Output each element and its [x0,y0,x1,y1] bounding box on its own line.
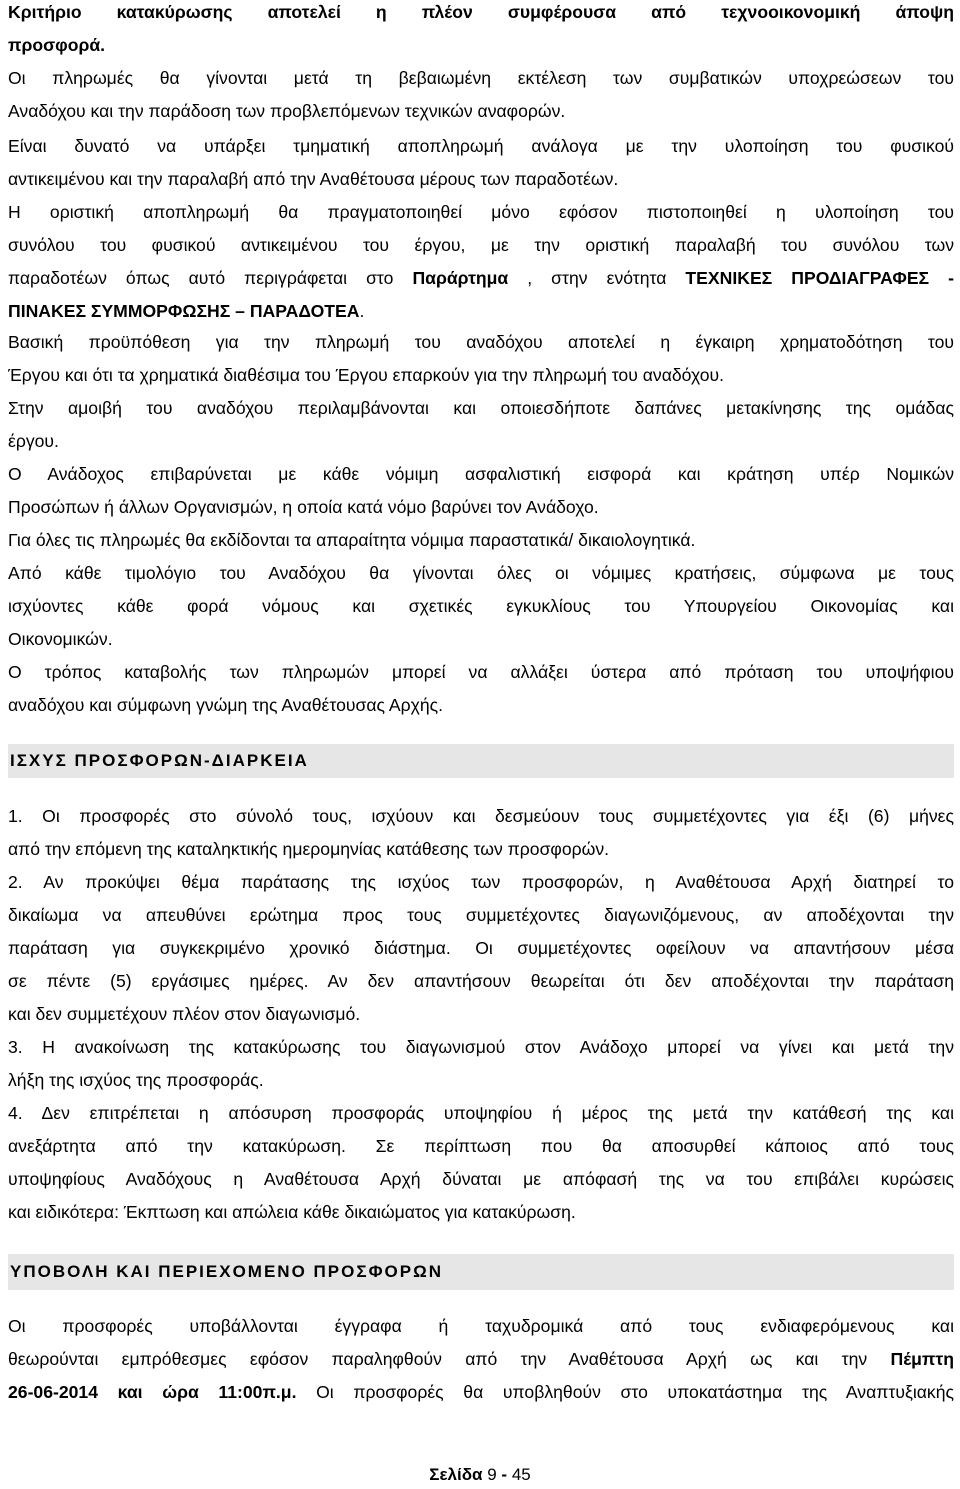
text-line: Οι πληρωμές θα γίνονται μετά τη βεβαιωμένη εκτέλεση των συμβατικών υποχρεώσεων του [8,68,954,88]
text-line: αντικειμένου και την παραλαβή από την Αναθέτουσα μέρους των παραδοτέων. [8,169,619,189]
list-item-line: 1. Οι προσφορές στο σύνολό τους, ισχύουν και δεσμεύουν τους συμμετέχοντες για έξι (6) μήνες [8,806,954,826]
text-line: Οικονομικών. [8,629,113,649]
partial-payment-paragraph [8,130,954,196]
page-footer [0,1465,960,1485]
list-item-line: σε πέντε (5) εργάσιμες ημέρες. Αν δεν απαντήσουν θεωρείται ότι δεν αποδέχονται την παράταση [8,971,954,991]
text-line: Προσώπων ή άλλων Οργανισμών, η οποία κατά νόμο βαρύνει τον Ανάδοχο. [8,497,599,517]
payments-paragraph [8,62,954,128]
page-number: 9 [487,1465,497,1484]
text-line: έργου. [8,431,59,451]
list-item-line: παράταση για συγκεκριμένο χρονικό διάστημα. Οι συμμετέχοντες οφείλουν να απαντήσουν μέσα [8,938,954,958]
list-item-line: δικαίωμα να απευθύνει ερώτημα προς τους συμμετέχοντες διαγωνιζόμενους, αν αποδέχονται την [8,905,954,925]
list-item-line: και ειδικότερα: Έκπτωση και απώλεια κάθε δικαιώματος για κατακύρωση. [8,1202,576,1222]
award-criterion-paragraph [8,0,954,62]
text-segment: παραδοτέων όπως αυτό περιγράφεται στο [8,268,413,288]
text-line: Στην αμοιβή του αναδόχου περιλαμβάνονται και οποιεσδήποτε δαπάνες μετακίνησης της ομάδας [8,398,954,418]
funding-precondition-paragraph [8,326,954,392]
text-line [8,262,954,295]
section-heading: ΙΣΧΥΣ ΠΡΟΣΦΟΡΩΝ-ΔΙΑΡΚΕΙΑ [8,744,954,778]
section-heading: ΥΠΟΒΟΛΗ ΚΑΙ ΠΕΡΙΕΧΟΜΕΝΟ ΠΡΟΣΦΟΡΩΝ [8,1254,954,1290]
page-total: 45 [511,1465,531,1484]
text-line: Ο τρόπος καταβολής των πληρωμών μπορεί να αλλάξει ύστερα από πρόταση του υποψήφιου [8,662,954,682]
text-line: προσφορά. [8,35,106,55]
list-item-line: 3. Η ανακοίνωση της κατακύρωσης του διαγωνισμού στον Ανάδοχο μπορεί να γίνει και μετά την [8,1037,954,1057]
deadline-datetime: 26-06-2014 και ώρα 11:00π.μ. [8,1382,297,1402]
text-line: Είναι δυνατό να υπάρξει τμηματική αποπληρωμή ανάλογα με την υλοποίηση του φυσικού [8,136,954,156]
page-separator: - [501,1465,508,1484]
text-line [8,295,954,328]
travel-expenses-paragraph [8,392,954,458]
deadline-day: Πέμπτη [890,1349,954,1369]
text-line: Ο Ανάδοχος επιβαρύνεται με κάθε νόμιμη ασφαλιστική εισφορά και κράτηση υπέρ Νομικών [8,464,954,484]
text-line [8,1343,954,1376]
list-item-line: 2. Αν προκύψει θέμα παράτασης της ισχύος των προσφορών, η Αναθέτουσα Αρχή διατηρεί το [8,872,954,892]
text-segment: Οι προσφορές θα υποβληθούν στο υποκατάστημα της Αναπτυξιακής [296,1382,954,1402]
text-line: Από κάθε τιμολόγιο του Αναδόχου θα γίνονται όλες οι νόμιμες κρατήσεις, σύμφωνα με τους [8,563,954,583]
payment-method-paragraph [8,656,954,722]
list-item-line: και δεν συμμετέχουν πλέον στον διαγωνισμό. [8,1004,361,1024]
annex-reference: Παράρτημα [412,268,509,288]
final-payment-paragraph [8,196,954,328]
page-label: Σελίδα [429,1465,483,1484]
text-line: αναδόχου και σύμφωνη γνώμη της Αναθέτουσας Αρχής. [8,695,444,715]
insurance-contribution-paragraph [8,458,954,524]
list-item-line: 4. Δεν επιτρέπεται η απόσυρση προσφοράς υποψηφίου ή μέρος της μετά την κατάθεσή της και [8,1103,954,1123]
list-item-line: υποψηφίους Αναδόχους η Αναθέτουσα Αρχή δύναται με απόφασή της να του επιβάλει κυρώσεις [8,1169,954,1189]
text-line: συνόλου του φυσικού αντικειμένου του έργου, με την οριστική παραλαβή του συνόλου των [8,235,954,255]
text-segment: . [359,301,365,321]
list-item-line: λήξη της ισχύος της προσφοράς. [8,1070,264,1090]
invoices-paragraph [8,524,954,557]
text-line: Οι προσφορές υποβάλλονται έγγραφα ή ταχυδρομικά από τους ενδιαφερόμενους και [8,1316,954,1336]
text-line: Βασική προϋπόθεση για την πληρωμή του αναδόχου αποτελεί η έγκαιρη χρηματοδότηση του [8,332,954,352]
text-segment: θεωρούνται εμπρόθεσμες εφόσον παραληφθούν από την Αναθέτουσα Αρχή ως και την [8,1349,891,1369]
text-line: Η οριστική αποπληρωμή θα πραγματοποιηθεί μόνο εφόσον πιστοποιηθεί η υλοποίηση του [8,202,954,222]
deductions-paragraph [8,557,954,656]
text-line: Κριτήριο κατακύρωσης αποτελεί η πλέον συμφέρουσα από τεχνοοικονομική άποψη [8,2,954,22]
list-item-line: ανεξάρτητα από την κατακύρωση. Σε περίπτωση που θα αποσυρθεί κάποιος από τους [8,1136,954,1156]
list-item-line: από την επόμενη της καταληκτικής ημερομηνίας κατάθεσης των προσφορών. [8,839,610,859]
text-line: Αναδόχου και την παράδοση των προβλεπόμενων τεχνικών αναφορών. [8,101,566,121]
text-segment: , στην ενότητα [508,268,686,288]
text-line [8,1376,954,1409]
text-line: Για όλες τις πληρωμές θα εκδίδονται τα απαραίτητα νόμιμα παραστατικά/ δικαιολογητικά. [8,530,696,550]
submission-paragraph [8,1310,954,1409]
text-line: Έργου και ότι τα χρηματικά διαθέσιμα του Έργου επαρκούν για την πληρωμή του αναδόχου. [8,365,725,385]
offer-validity-list [8,800,954,1229]
section-reference: ΤΕΧΝΙΚΕΣ ΠΡΟΔΙΑΓΡΑΦΕΣ - [685,268,955,288]
section-reference: ΠΙΝΑΚΕΣ ΣΥΜΜΟΡΦΩΣΗΣ – ΠΑΡΑΔΟΤΕΑ [8,301,360,321]
text-line: ισχύοντες κάθε φορά νόμους και σχετικές εγκυκλίους του Υπουργείου Οικονομίας και [8,596,954,616]
